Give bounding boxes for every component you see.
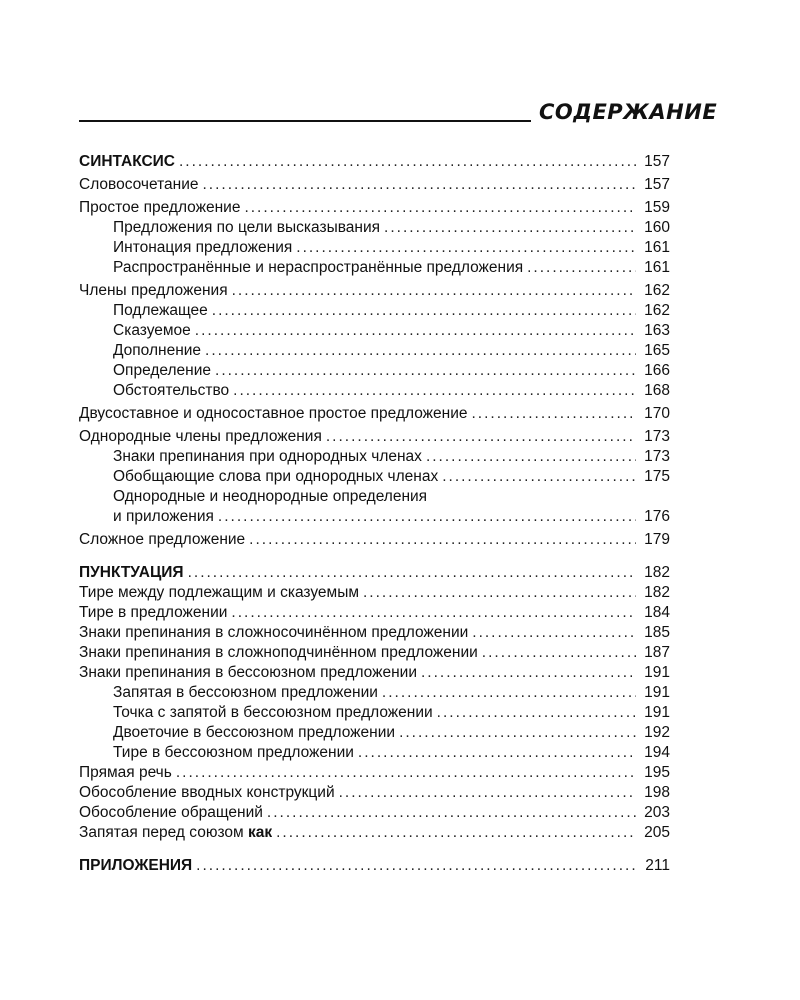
dot-leader [233,381,636,401]
toc-page-number: 173 [644,448,670,465]
toc-entry-row [79,663,670,683]
header-rule [79,120,531,122]
toc-entry-row [79,743,670,763]
dot-leader [482,643,636,663]
toc-entry-row [79,427,670,447]
toc-entry-title [113,703,433,723]
toc-page-number: 198 [644,784,670,801]
toc-entry-title [79,603,227,623]
toc-entry-row [79,823,670,843]
toc-page-number: 166 [644,362,670,379]
toc-entry-title [79,783,335,803]
toc-entry-title [113,683,378,703]
toc-page-number: 175 [644,468,670,485]
toc-entry-row [79,783,670,803]
toc-entry-title [113,361,211,381]
toc-page-number: 159 [644,199,670,216]
toc-entry-title [79,563,184,583]
toc-page-number: 192 [644,724,670,741]
toc-entry-title [79,763,172,783]
toc-page-number: 185 [644,624,670,641]
toc-entry-title-text: Определение [113,362,212,379]
toc-entry-row [79,583,670,603]
toc-entry-title-text: ПРИЛОЖЕНИЯ [79,857,193,874]
toc-section-row [79,856,670,876]
dot-leader [179,152,636,172]
toc-page-number: 182 [644,584,670,601]
toc-page-number: 160 [644,219,670,236]
dot-leader [188,563,636,583]
toc-entry-title-text: Двусоставное и односоставное простое предложение [79,405,468,422]
toc-page-number: 162 [644,302,670,319]
toc-page-number: 191 [644,684,670,701]
dot-leader [437,703,636,723]
toc-entry-title-text: Обстоятельство [113,382,230,399]
toc-entry-row [79,341,670,361]
dot-leader [326,427,636,447]
dot-leader [267,803,636,823]
dot-leader [249,530,636,550]
toc-page-number: 163 [644,322,670,339]
page-header [79,100,718,130]
toc-entry-row [79,603,670,623]
toc-entry-title [79,152,175,172]
toc-page-number: 187 [644,644,670,661]
dot-leader [231,603,636,623]
dot-leader [363,583,636,603]
toc-section-row [79,563,670,583]
toc-entry-title [79,856,192,876]
dot-leader [244,198,636,218]
toc-page-number: 191 [644,664,670,681]
dot-leader [384,218,636,238]
toc-entry-title [113,321,191,341]
toc-entry-title [79,427,322,447]
toc-entry-title [113,218,380,238]
toc-entry-row [79,381,670,401]
toc-entry-title-text: Словосочетание [79,176,199,193]
toc-entry-title-text: Сказуемое [113,322,191,339]
toc-entry-title-text: Однородные и неоднородные определения [113,488,428,505]
dot-leader [442,467,636,487]
dot-leader [176,763,636,783]
toc-entry-title [113,507,214,527]
toc-entry-title-text: Прямая речь [79,764,172,781]
toc-entry-title [79,583,359,603]
toc-page-number: 176 [644,508,670,525]
toc-entry-title [113,487,427,507]
toc-entry-title [113,301,208,321]
toc-page-number: 161 [644,239,670,256]
toc-entry-title-text: СИНТАКСИС [79,153,175,170]
toc-entry-title-text: и приложения [113,508,214,525]
toc-entry-title-text: Знаки препинания при однородных членах [113,448,422,465]
dot-leader [296,238,636,258]
dot-leader [232,281,636,301]
dot-leader [215,361,636,381]
page-title: СОДЕРЖАНИЕ [539,100,718,124]
toc-entry-title [113,258,523,278]
toc-entry-title [79,281,228,301]
toc-entry-title [113,341,201,361]
toc-entry-row [79,703,670,723]
toc-entry-title [79,803,263,823]
toc-entry-title-text: Однородные члены предложения [79,428,322,445]
dot-leader [218,507,636,527]
toc-entry-row [79,447,670,467]
toc-entry-title [113,743,354,763]
toc-page-number: 162 [644,282,670,299]
dot-leader [472,623,636,643]
toc-entry-title [113,447,422,467]
toc-entry-title-text: Знаки препинания в сложноподчинённом предложении [79,644,478,661]
toc-entry-title-text: Тире в бессоюзном предложении [113,744,354,761]
toc-entry-title [113,723,395,743]
toc-page-number: 195 [644,764,670,781]
toc-entry-row [79,281,670,301]
toc-entry-row [79,258,670,278]
dot-leader [196,856,636,876]
dot-leader [212,301,636,321]
toc-entry-title [79,823,272,843]
toc-page-number: 203 [644,804,670,821]
toc-entry-title-text: Дополнение [113,342,202,359]
toc-entry-title-text: Обособление обращений [79,804,263,821]
toc-entry-row [79,175,670,195]
toc-page-number: 191 [644,704,670,721]
dot-leader [382,683,636,703]
dot-leader [426,447,636,467]
toc-entry-row [79,723,670,743]
toc-entry-row [79,623,670,643]
dot-leader [195,321,636,341]
toc-entry-bold-word: как [247,824,273,841]
toc-entry-title-text: Интонация предложения [113,239,293,256]
dot-leader [205,341,636,361]
toc-entry-title-text: Простое предложение [79,199,241,216]
toc-page-number: 184 [644,604,670,621]
toc-entry-title [113,381,229,401]
dot-leader [399,723,636,743]
toc-entry-title-text: Запятая перед союзом [79,824,244,841]
toc-entry-title-text: Знаки препинания в бессоюзном предложении [79,664,417,681]
toc-entry-title [79,623,468,643]
toc-entry-row [79,763,670,783]
dot-leader [202,175,636,195]
toc-page-number: 161 [644,259,670,276]
toc-entry-title [79,663,417,683]
toc-entry-title-text: Предложения по цели высказывания [113,219,381,236]
toc-entry-title [113,238,292,258]
toc-entry-row [79,530,670,550]
toc-entry-row [79,361,670,381]
toc-entry-title [79,404,467,424]
toc-entry-row [79,683,670,703]
toc-entry-row [79,198,670,218]
toc-entry-title [79,175,198,195]
toc-entry-title-text: Тире между подлежащим и сказуемым [79,584,359,601]
toc-entry-title [79,198,240,218]
toc-page-number: 194 [644,744,670,761]
dot-leader [358,743,636,763]
toc-entry-row [79,507,670,527]
toc-page-number: 179 [644,531,670,548]
toc-entry-row [79,301,670,321]
toc-page-number: 165 [644,342,670,359]
toc-entry-title-text: Члены предложения [79,282,228,299]
toc-entry-row [79,643,670,663]
toc-page-number: 170 [644,405,670,422]
toc-entry-title-text: Обособление вводных конструкций [79,784,335,801]
toc-entry-title-text: ПУНКТУАЦИЯ [79,564,184,581]
toc-entry-title-text: Знаки препинания в сложносочинённом предложении [79,624,469,641]
toc-entry-title [79,643,478,663]
toc-page-number: 182 [644,564,670,581]
toc-entry-title-text: Запятая в бессоюзном предложении [113,684,378,701]
toc-entry-title [113,467,438,487]
toc-entry-row [79,218,670,238]
toc-entry-title-text: Распространённые и нераспространённые предложения [113,259,524,276]
toc-page-number: 173 [644,428,670,445]
dot-leader [471,404,636,424]
toc-entry-row [79,404,670,424]
table-of-contents [79,152,670,876]
toc-entry-title-text: Тире в предложении [79,604,228,621]
toc-entry-row [79,321,670,341]
dot-leader [276,823,636,843]
toc-section-row [79,152,670,172]
toc-entry-title-text: Подлежащее [113,302,208,319]
toc-page-number: 211 [645,857,670,874]
toc-page-number: 157 [644,153,670,170]
toc-entry-row [79,487,670,507]
toc-entry-row [79,803,670,823]
toc-entry-title-text: Двоеточие в бессоюзном предложении [113,724,396,741]
toc-entry-title-text: Обобщающие слова при однородных членах [113,468,439,485]
toc-entry-row [79,467,670,487]
dot-leader [339,783,636,803]
toc-page-number: 205 [644,824,670,841]
dot-leader [421,663,636,683]
dot-leader [527,258,636,278]
toc-entry-title-text: Сложное предложение [79,531,246,548]
toc-entry-row [79,238,670,258]
toc-page-number: 168 [644,382,670,399]
toc-entry-title [79,530,245,550]
toc-page-number: 157 [644,176,670,193]
toc-entry-title-text: Точка с запятой в бессоюзном предложении [113,704,433,721]
